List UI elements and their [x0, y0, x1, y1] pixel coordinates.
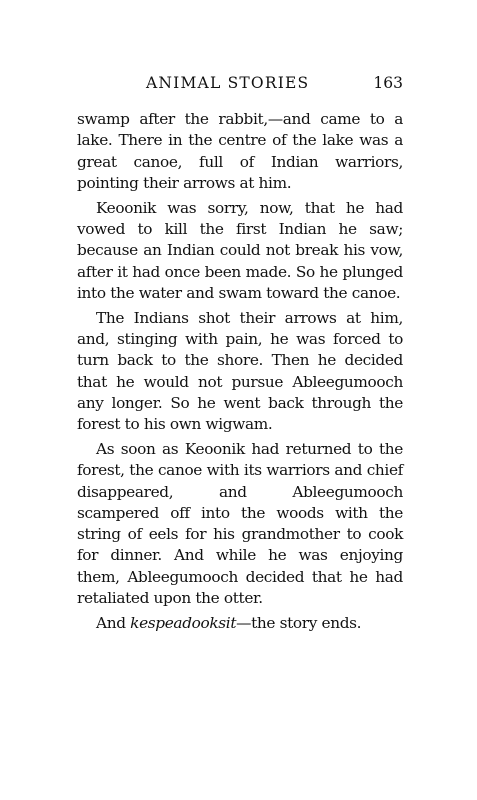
running-head: ANIMAL STORIES: [146, 74, 310, 92]
paragraph-2: Keoonik was sorry, now, that he had vowed to kill the first Indian he saw; because an Indian could not break his vow, after it had once been made. So he plunged into the water and swam toward the canoe.: [77, 198, 403, 302]
closing-prefix: And: [96, 613, 131, 632]
body-text: [77, 109, 403, 638]
closing-italic-word: kespeadooksit: [130, 613, 237, 632]
page-header: [118, 74, 403, 94]
page-number: 163: [373, 74, 403, 92]
closing-paragraph: [77, 613, 403, 634]
closing-suffix: —the story ends.: [236, 613, 362, 632]
paragraph-3: The Indians shot their arrows at him, and, stinging with pain, he was forced to turn back to the shore. Then he decided that he would not pursue Ableegumooch any longer. So he went back through the forest to his own wigwam.: [77, 308, 403, 434]
paragraph-1: swamp after the rabbit,—and came to a lake. There in the centre of the lake was a great canoe, full of Indian warriors, pointing their arrows at him.: [77, 110, 403, 192]
paragraph-4: As soon as Keoonik had returned to the forest, the canoe with its warriors and chief disappeared, and Ableegumooch scampered off into the woods with the string of eels for his grandmother to cook for dinner. And while he was enjoying them, Ableegumooch decided that he had retaliated upon the otter.: [77, 439, 403, 608]
